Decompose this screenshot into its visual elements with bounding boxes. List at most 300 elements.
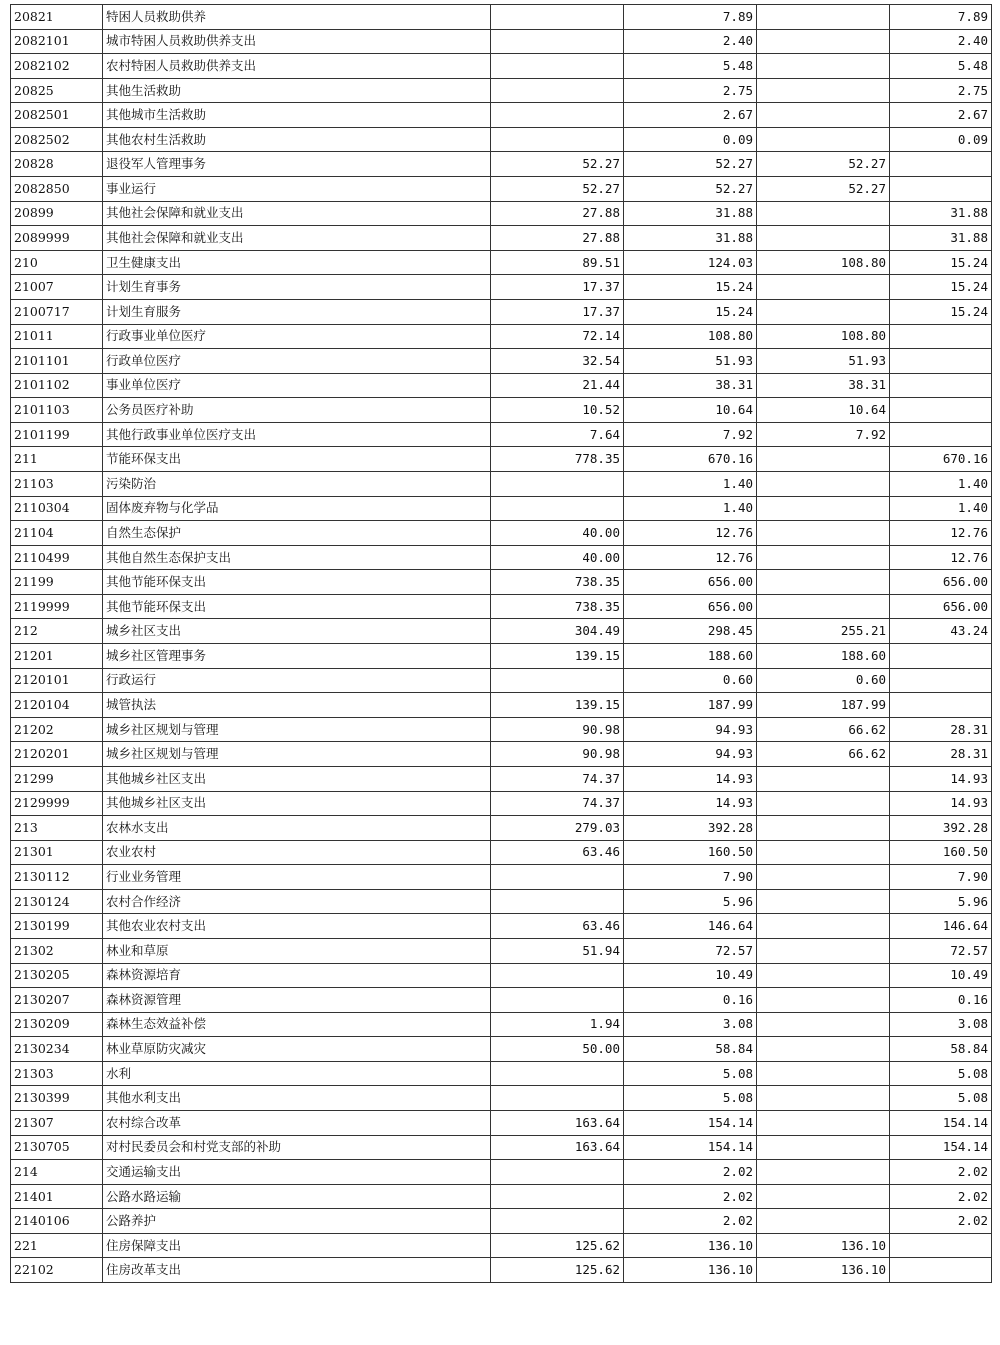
project-expenditure-cell: 154.14 [890, 1111, 992, 1136]
last-year-amount-cell [491, 865, 624, 890]
last-year-amount-cell [491, 1209, 624, 1234]
classification-code-cell: 20821 [11, 5, 103, 30]
total-amount-cell: 154.14 [624, 1111, 757, 1136]
project-expenditure-cell: 2.02 [890, 1184, 992, 1209]
item-name-cell: 森林生态效益补偿 [103, 1012, 491, 1037]
item-name-cell: 公路水路运输 [103, 1184, 491, 1209]
basic-expenditure-cell [757, 594, 890, 619]
last-year-amount-cell: 40.00 [491, 545, 624, 570]
item-name-cell: 其他城市生活救助 [103, 103, 491, 128]
basic-expenditure-cell: 66.62 [757, 717, 890, 742]
classification-code-cell: 21104 [11, 521, 103, 546]
total-amount-cell: 94.93 [624, 742, 757, 767]
last-year-amount-cell: 17.37 [491, 275, 624, 300]
basic-expenditure-cell [757, 1012, 890, 1037]
classification-code-cell: 2130207 [11, 988, 103, 1013]
table-row [11, 398, 992, 423]
project-expenditure-cell: 14.93 [890, 791, 992, 816]
classification-code-cell: 213 [11, 816, 103, 841]
table-row [11, 889, 992, 914]
item-name-cell: 住房保障支出 [103, 1233, 491, 1258]
table-row [11, 447, 992, 472]
last-year-amount-cell [491, 1184, 624, 1209]
project-expenditure-cell: 2.75 [890, 78, 992, 103]
table-row [11, 1160, 992, 1185]
table-row [11, 1086, 992, 1111]
total-amount-cell: 124.03 [624, 250, 757, 275]
basic-expenditure-cell [757, 988, 890, 1013]
total-amount-cell: 2.02 [624, 1184, 757, 1209]
last-year-amount-cell: 90.98 [491, 742, 624, 767]
table-row [11, 1258, 992, 1283]
total-amount-cell: 7.89 [624, 5, 757, 30]
classification-code-cell: 21303 [11, 1061, 103, 1086]
basic-expenditure-cell [757, 791, 890, 816]
item-name-cell: 城乡社区管理事务 [103, 644, 491, 669]
last-year-amount-cell [491, 889, 624, 914]
project-expenditure-cell: 656.00 [890, 570, 992, 595]
last-year-amount-cell: 21.44 [491, 373, 624, 398]
table-row [11, 1209, 992, 1234]
project-expenditure-cell: 0.09 [890, 127, 992, 152]
total-amount-cell: 5.96 [624, 889, 757, 914]
table-row [11, 938, 992, 963]
last-year-amount-cell [491, 78, 624, 103]
classification-code-cell: 2130112 [11, 865, 103, 890]
table-row [11, 644, 992, 669]
basic-expenditure-cell: 0.60 [757, 668, 890, 693]
basic-expenditure-cell [757, 1160, 890, 1185]
project-expenditure-cell [890, 349, 992, 374]
basic-expenditure-cell: 51.93 [757, 349, 890, 374]
table-row [11, 988, 992, 1013]
table-row [11, 570, 992, 595]
classification-code-cell: 214 [11, 1160, 103, 1185]
basic-expenditure-cell [757, 1086, 890, 1111]
item-name-cell: 农村综合改革 [103, 1111, 491, 1136]
classification-code-cell: 2082502 [11, 127, 103, 152]
table-row [11, 201, 992, 226]
project-expenditure-cell: 5.48 [890, 54, 992, 79]
project-expenditure-cell: 15.24 [890, 299, 992, 324]
project-expenditure-cell [890, 373, 992, 398]
table-row [11, 299, 992, 324]
total-amount-cell: 10.49 [624, 963, 757, 988]
classification-code-cell: 212 [11, 619, 103, 644]
project-expenditure-cell: 1.40 [890, 496, 992, 521]
classification-code-cell: 2100717 [11, 299, 103, 324]
project-expenditure-cell: 72.57 [890, 938, 992, 963]
last-year-amount-cell [491, 471, 624, 496]
item-name-cell: 农村特困人员救助供养支出 [103, 54, 491, 79]
item-name-cell: 其他城乡社区支出 [103, 791, 491, 816]
basic-expenditure-cell: 52.27 [757, 152, 890, 177]
last-year-amount-cell: 304.49 [491, 619, 624, 644]
item-name-cell: 公路养护 [103, 1209, 491, 1234]
classification-code-cell: 2082501 [11, 103, 103, 128]
item-name-cell: 行业业务管理 [103, 865, 491, 890]
last-year-amount-cell: 52.27 [491, 152, 624, 177]
table-row [11, 471, 992, 496]
project-expenditure-cell: 5.08 [890, 1086, 992, 1111]
item-name-cell: 其他城乡社区支出 [103, 766, 491, 791]
last-year-amount-cell: 27.88 [491, 201, 624, 226]
last-year-amount-cell: 125.62 [491, 1258, 624, 1283]
classification-code-cell: 21307 [11, 1111, 103, 1136]
classification-code-cell: 20899 [11, 201, 103, 226]
project-expenditure-cell: 5.08 [890, 1061, 992, 1086]
total-amount-cell: 160.50 [624, 840, 757, 865]
project-expenditure-cell: 154.14 [890, 1135, 992, 1160]
basic-expenditure-cell [757, 201, 890, 226]
table-row [11, 594, 992, 619]
table-row [11, 914, 992, 939]
budget-expenditure-table [10, 4, 992, 1283]
table-row [11, 963, 992, 988]
last-year-amount-cell: 74.37 [491, 766, 624, 791]
total-amount-cell: 10.64 [624, 398, 757, 423]
last-year-amount-cell [491, 29, 624, 54]
item-name-cell: 行政运行 [103, 668, 491, 693]
classification-code-cell: 21302 [11, 938, 103, 963]
table-row [11, 349, 992, 374]
basic-expenditure-cell [757, 496, 890, 521]
last-year-amount-cell: 778.35 [491, 447, 624, 472]
classification-code-cell: 2130705 [11, 1135, 103, 1160]
table-row [11, 840, 992, 865]
last-year-amount-cell: 52.27 [491, 177, 624, 202]
total-amount-cell: 0.16 [624, 988, 757, 1013]
project-expenditure-cell: 2.67 [890, 103, 992, 128]
basic-expenditure-cell [757, 889, 890, 914]
last-year-amount-cell [491, 496, 624, 521]
total-amount-cell: 15.24 [624, 299, 757, 324]
basic-expenditure-cell: 66.62 [757, 742, 890, 767]
table-row [11, 816, 992, 841]
project-expenditure-cell [890, 324, 992, 349]
project-expenditure-cell: 15.24 [890, 275, 992, 300]
table-row [11, 275, 992, 300]
last-year-amount-cell: 72.14 [491, 324, 624, 349]
classification-code-cell: 21103 [11, 471, 103, 496]
basic-expenditure-cell [757, 545, 890, 570]
classification-code-cell: 2101102 [11, 373, 103, 398]
table-row [11, 693, 992, 718]
last-year-amount-cell: 163.64 [491, 1111, 624, 1136]
total-amount-cell: 2.02 [624, 1160, 757, 1185]
total-amount-cell: 2.75 [624, 78, 757, 103]
classification-code-cell: 21401 [11, 1184, 103, 1209]
basic-expenditure-cell: 52.27 [757, 177, 890, 202]
total-amount-cell: 12.76 [624, 545, 757, 570]
project-expenditure-cell [890, 644, 992, 669]
table-row [11, 324, 992, 349]
project-expenditure-cell: 28.31 [890, 742, 992, 767]
basic-expenditure-cell [757, 1209, 890, 1234]
basic-expenditure-cell [757, 1135, 890, 1160]
table-row [11, 29, 992, 54]
item-name-cell: 农村合作经济 [103, 889, 491, 914]
project-expenditure-cell: 10.49 [890, 963, 992, 988]
last-year-amount-cell [491, 54, 624, 79]
classification-code-cell: 2082102 [11, 54, 103, 79]
total-amount-cell: 656.00 [624, 570, 757, 595]
total-amount-cell: 7.92 [624, 422, 757, 447]
classification-code-cell: 21011 [11, 324, 103, 349]
total-amount-cell: 58.84 [624, 1037, 757, 1062]
item-name-cell: 事业运行 [103, 177, 491, 202]
project-expenditure-cell [890, 422, 992, 447]
basic-expenditure-cell [757, 570, 890, 595]
total-amount-cell: 298.45 [624, 619, 757, 644]
classification-code-cell: 2140106 [11, 1209, 103, 1234]
project-expenditure-cell: 392.28 [890, 816, 992, 841]
last-year-amount-cell: 279.03 [491, 816, 624, 841]
project-expenditure-cell [890, 693, 992, 718]
project-expenditure-cell: 160.50 [890, 840, 992, 865]
item-name-cell: 特困人员救助供养 [103, 5, 491, 30]
classification-code-cell: 2130124 [11, 889, 103, 914]
table-row [11, 373, 992, 398]
basic-expenditure-cell [757, 521, 890, 546]
item-name-cell: 其他社会保障和就业支出 [103, 226, 491, 251]
item-name-cell: 其他生活救助 [103, 78, 491, 103]
total-amount-cell: 72.57 [624, 938, 757, 963]
classification-code-cell: 2082101 [11, 29, 103, 54]
basic-expenditure-cell [757, 865, 890, 890]
last-year-amount-cell: 89.51 [491, 250, 624, 275]
classification-code-cell: 2089999 [11, 226, 103, 251]
last-year-amount-cell: 40.00 [491, 521, 624, 546]
table-row [11, 766, 992, 791]
project-expenditure-cell [890, 177, 992, 202]
total-amount-cell: 3.08 [624, 1012, 757, 1037]
total-amount-cell: 52.27 [624, 152, 757, 177]
basic-expenditure-cell [757, 5, 890, 30]
table-row [11, 1184, 992, 1209]
last-year-amount-cell: 17.37 [491, 299, 624, 324]
project-expenditure-cell [890, 1258, 992, 1283]
item-name-cell: 农林水支出 [103, 816, 491, 841]
basic-expenditure-cell: 255.21 [757, 619, 890, 644]
basic-expenditure-cell [757, 963, 890, 988]
total-amount-cell: 1.40 [624, 471, 757, 496]
total-amount-cell: 2.67 [624, 103, 757, 128]
table-row [11, 5, 992, 30]
item-name-cell: 其他社会保障和就业支出 [103, 201, 491, 226]
table-row [11, 521, 992, 546]
classification-code-cell: 2120104 [11, 693, 103, 718]
item-name-cell: 森林资源培育 [103, 963, 491, 988]
classification-code-cell: 21199 [11, 570, 103, 595]
project-expenditure-cell: 43.24 [890, 619, 992, 644]
classification-code-cell: 2130399 [11, 1086, 103, 1111]
last-year-amount-cell: 63.46 [491, 914, 624, 939]
project-expenditure-cell: 12.76 [890, 545, 992, 570]
table-row [11, 865, 992, 890]
basic-expenditure-cell: 136.10 [757, 1233, 890, 1258]
project-expenditure-cell: 656.00 [890, 594, 992, 619]
last-year-amount-cell: 738.35 [491, 594, 624, 619]
project-expenditure-cell: 12.76 [890, 521, 992, 546]
item-name-cell: 城乡社区规划与管理 [103, 742, 491, 767]
total-amount-cell: 5.48 [624, 54, 757, 79]
last-year-amount-cell: 90.98 [491, 717, 624, 742]
classification-code-cell: 2101199 [11, 422, 103, 447]
item-name-cell: 其他节能环保支出 [103, 570, 491, 595]
total-amount-cell: 1.40 [624, 496, 757, 521]
table-row [11, 103, 992, 128]
classification-code-cell: 2082850 [11, 177, 103, 202]
basic-expenditure-cell [757, 275, 890, 300]
project-expenditure-cell: 15.24 [890, 250, 992, 275]
classification-code-cell: 2101101 [11, 349, 103, 374]
project-expenditure-cell: 28.31 [890, 717, 992, 742]
last-year-amount-cell: 32.54 [491, 349, 624, 374]
classification-code-cell: 211 [11, 447, 103, 472]
item-name-cell: 其他行政事业单位医疗支出 [103, 422, 491, 447]
last-year-amount-cell: 738.35 [491, 570, 624, 595]
project-expenditure-cell: 7.89 [890, 5, 992, 30]
basic-expenditure-cell [757, 447, 890, 472]
table-row [11, 226, 992, 251]
basic-expenditure-cell [757, 766, 890, 791]
project-expenditure-cell: 146.64 [890, 914, 992, 939]
project-expenditure-cell: 2.40 [890, 29, 992, 54]
item-name-cell: 对村民委员会和村党支部的补助 [103, 1135, 491, 1160]
table-row [11, 1135, 992, 1160]
total-amount-cell: 154.14 [624, 1135, 757, 1160]
table-row [11, 1037, 992, 1062]
total-amount-cell: 146.64 [624, 914, 757, 939]
basic-expenditure-cell: 10.64 [757, 398, 890, 423]
classification-code-cell: 2101103 [11, 398, 103, 423]
total-amount-cell: 136.10 [624, 1258, 757, 1283]
table-row [11, 791, 992, 816]
last-year-amount-cell [491, 1160, 624, 1185]
classification-code-cell: 21299 [11, 766, 103, 791]
last-year-amount-cell [491, 988, 624, 1013]
basic-expenditure-cell [757, 914, 890, 939]
basic-expenditure-cell [757, 29, 890, 54]
basic-expenditure-cell: 108.80 [757, 324, 890, 349]
total-amount-cell: 0.09 [624, 127, 757, 152]
item-name-cell: 林业和草原 [103, 938, 491, 963]
project-expenditure-cell: 5.96 [890, 889, 992, 914]
total-amount-cell: 31.88 [624, 201, 757, 226]
table-row [11, 1012, 992, 1037]
total-amount-cell: 670.16 [624, 447, 757, 472]
project-expenditure-cell: 7.90 [890, 865, 992, 890]
total-amount-cell: 14.93 [624, 791, 757, 816]
total-amount-cell: 2.40 [624, 29, 757, 54]
table-row [11, 422, 992, 447]
project-expenditure-cell [890, 1233, 992, 1258]
total-amount-cell: 392.28 [624, 816, 757, 841]
total-amount-cell: 52.27 [624, 177, 757, 202]
item-name-cell: 固体废弃物与化学品 [103, 496, 491, 521]
basic-expenditure-cell: 108.80 [757, 250, 890, 275]
classification-code-cell: 210 [11, 250, 103, 275]
item-name-cell: 城管执法 [103, 693, 491, 718]
basic-expenditure-cell [757, 226, 890, 251]
total-amount-cell: 187.99 [624, 693, 757, 718]
last-year-amount-cell: 163.64 [491, 1135, 624, 1160]
table-row [11, 250, 992, 275]
table-row [11, 177, 992, 202]
item-name-cell: 森林资源管理 [103, 988, 491, 1013]
total-amount-cell: 5.08 [624, 1061, 757, 1086]
table-row [11, 78, 992, 103]
last-year-amount-cell [491, 5, 624, 30]
total-amount-cell: 0.60 [624, 668, 757, 693]
item-name-cell: 城乡社区规划与管理 [103, 717, 491, 742]
total-amount-cell: 7.90 [624, 865, 757, 890]
last-year-amount-cell: 10.52 [491, 398, 624, 423]
project-expenditure-cell: 2.02 [890, 1160, 992, 1185]
last-year-amount-cell [491, 668, 624, 693]
item-name-cell: 计划生育服务 [103, 299, 491, 324]
classification-code-cell: 2110304 [11, 496, 103, 521]
table-row [11, 717, 992, 742]
table-row [11, 545, 992, 570]
item-name-cell: 城市特困人员救助供养支出 [103, 29, 491, 54]
item-name-cell: 退役军人管理事务 [103, 152, 491, 177]
table-row [11, 127, 992, 152]
classification-code-cell: 21201 [11, 644, 103, 669]
item-name-cell: 农业农村 [103, 840, 491, 865]
basic-expenditure-cell [757, 1184, 890, 1209]
item-name-cell: 事业单位医疗 [103, 373, 491, 398]
total-amount-cell: 15.24 [624, 275, 757, 300]
item-name-cell: 自然生态保护 [103, 521, 491, 546]
item-name-cell: 林业草原防灾减灾 [103, 1037, 491, 1062]
classification-code-cell: 20828 [11, 152, 103, 177]
last-year-amount-cell [491, 127, 624, 152]
last-year-amount-cell: 139.15 [491, 693, 624, 718]
last-year-amount-cell: 125.62 [491, 1233, 624, 1258]
last-year-amount-cell [491, 1086, 624, 1111]
item-name-cell: 卫生健康支出 [103, 250, 491, 275]
item-name-cell: 其他节能环保支出 [103, 594, 491, 619]
basic-expenditure-cell [757, 54, 890, 79]
last-year-amount-cell: 1.94 [491, 1012, 624, 1037]
basic-expenditure-cell [757, 1061, 890, 1086]
last-year-amount-cell: 51.94 [491, 938, 624, 963]
project-expenditure-cell [890, 668, 992, 693]
total-amount-cell: 31.88 [624, 226, 757, 251]
project-expenditure-cell: 1.40 [890, 471, 992, 496]
basic-expenditure-cell [757, 1037, 890, 1062]
classification-code-cell: 20825 [11, 78, 103, 103]
project-expenditure-cell: 3.08 [890, 1012, 992, 1037]
item-name-cell: 行政单位医疗 [103, 349, 491, 374]
total-amount-cell: 656.00 [624, 594, 757, 619]
project-expenditure-cell [890, 152, 992, 177]
project-expenditure-cell: 31.88 [890, 201, 992, 226]
item-name-cell: 交通运输支出 [103, 1160, 491, 1185]
basic-expenditure-cell [757, 78, 890, 103]
last-year-amount-cell: 50.00 [491, 1037, 624, 1062]
last-year-amount-cell [491, 103, 624, 128]
classification-code-cell: 2119999 [11, 594, 103, 619]
classification-code-cell: 21301 [11, 840, 103, 865]
total-amount-cell: 94.93 [624, 717, 757, 742]
classification-code-cell: 2130209 [11, 1012, 103, 1037]
classification-code-cell: 221 [11, 1233, 103, 1258]
total-amount-cell: 51.93 [624, 349, 757, 374]
item-name-cell: 其他农村生活救助 [103, 127, 491, 152]
